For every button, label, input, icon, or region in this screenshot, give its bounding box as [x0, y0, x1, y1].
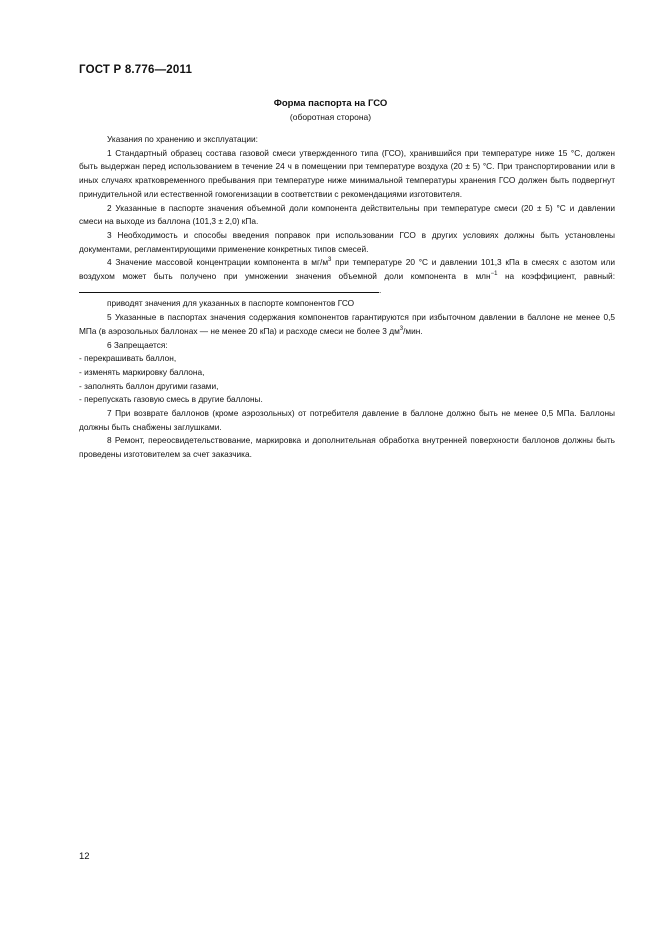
- paragraph-3: 3 Необходимость и способы введения поправок при использовании ГСО в других условиях должны быть установлены документами, регламентирующими применение конкретных типов смесей.: [79, 229, 615, 254]
- page-title: Форма паспорта на ГСО: [273, 98, 388, 109]
- page-subtitle: (оборотная сторона): [289, 112, 372, 122]
- paragraph-5-part-a: 5 Указанные в паспортах значения содержания компонентов гарантируются при избыточном давлении в баллоне не менее 0,5 МПа (в аэрозольных баллонах — не менее 20 кПа) и расходе смеси не более 3 дм: [79, 312, 615, 336]
- paragraph-4-part-c: на коэффициент, равный:: [497, 271, 615, 282]
- superscript-minus-one: −1: [490, 271, 498, 278]
- list-item: - перекрашивать баллон,: [79, 353, 177, 364]
- paragraph-5-part-b: /мин.: [403, 325, 423, 336]
- document-body: [79, 133, 615, 462]
- superscript-cubic: 3: [328, 257, 332, 264]
- paragraph-6: 6 Запрещается:: [107, 339, 168, 350]
- paragraph-5: [79, 311, 615, 338]
- paragraph-4-continuation: приводят значения для указанных в паспорте компонентов ГСО: [107, 298, 355, 309]
- fill-in-blank-line: [79, 284, 382, 295]
- superscript-cubic: 3: [399, 325, 404, 332]
- document-header: ГОСТ Р 8.776—2011: [79, 64, 193, 76]
- list-item: - перепускать газовую смесь в другие баллоны.: [79, 394, 263, 405]
- page-number: 12: [79, 851, 90, 862]
- list-item: - заполнять баллон другими газами,: [79, 380, 219, 391]
- paragraph-4-part-b: при температуре 20 °С и давлении 101,3 кПа в смесях с азотом или воздухом может быть получено при умножении значения объемной доли компонента в млн: [79, 257, 615, 282]
- paragraph-4-end: .: [379, 284, 382, 295]
- paragraph-4: [79, 256, 615, 297]
- list-item: - изменять маркировку баллона,: [79, 366, 205, 377]
- paragraph-8: 8 Ремонт, переосвидетельствование, маркировка и дополнительная обработка внутренней поверхности баллонов должны быть проведены изготовителем за счет заказчика.: [79, 435, 615, 460]
- paragraph-4-part-a: 4 Значение массовой концентрации компонента в мг/м: [107, 257, 329, 268]
- paragraph-7: 7 При возврате баллонов (кроме аэрозольных) от потребителя давление в баллоне должно быть не менее 0,5 МПа. Баллоны должны быть снабжены заглушками.: [79, 408, 615, 432]
- paragraph-2: 2 Указанные в паспорте значения объемной доли компонента действительны при температуре смеси (20 ± 5) °С и давлении смеси на выходе из баллона (101,3 ± 2,0) кПа.: [79, 202, 615, 227]
- paragraph-1: 1 Стандартный образец состава газовой смеси утвержденного типа (ГСО), хранившийся при температуре ниже 15 °С, должен быть выдержан перед использованием в течение 24 ч в помещении при температуре воздуха (20 ± 5) °С. При транспортировании или в иных случаях кратковременного пребывания при температуре ниже минимальной температуры хранения ГСО должен быть подвергнут принудительной или естественной гомогенизации в соответствии с рекомендациями изготовителя.: [79, 147, 615, 199]
- intro-paragraph: Указания по хранению и эксплуатации:: [107, 134, 258, 144]
